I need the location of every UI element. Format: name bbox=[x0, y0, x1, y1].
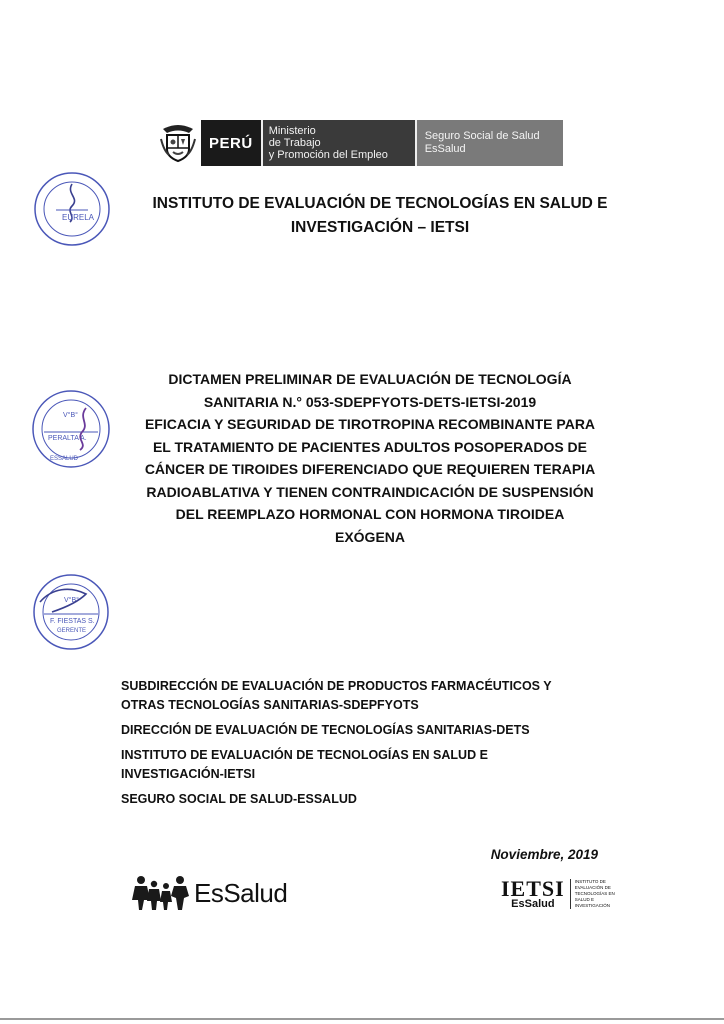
agency-line: EsSalud bbox=[424, 143, 466, 155]
department-line: OTRAS TECNOLOGÍAS SANITARIAS-SDEPFYOTS bbox=[121, 698, 419, 712]
stamp-3-line: F. FIESTAS S. bbox=[50, 618, 95, 625]
document-date: Noviembre, 2019 bbox=[490, 847, 598, 862]
peru-coat-of-arms-icon bbox=[155, 120, 201, 166]
agency-line: Seguro Social de Salud bbox=[424, 130, 540, 142]
dictamen-line: DEL REEMPLAZO HORMONAL CON HORMONA TIROIDEA bbox=[175, 506, 565, 522]
dictamen-title bbox=[105, 368, 635, 548]
department-item bbox=[121, 790, 641, 809]
ministry-label bbox=[261, 120, 415, 166]
department-line: DIRECCIÓN DE EVALUACIÓN DE TECNOLOGÍAS SANITARIAS-DETS bbox=[121, 723, 530, 737]
stamp-3-line: GERENTE bbox=[57, 628, 87, 634]
ministry-line: Ministerio bbox=[268, 125, 316, 137]
institute-title-line: INVESTIGACIÓN – IETSI bbox=[290, 219, 470, 236]
ministry-line: de Trabajo bbox=[268, 137, 321, 149]
ietsi-desc-line: EVALUACIÓN DE bbox=[574, 885, 611, 890]
ietsi-desc-line: INSTITUTO DE bbox=[574, 879, 606, 884]
dictamen-line: EL TRATAMIENTO DE PACIENTES ADULTOS POSOPERADOS DE bbox=[152, 438, 588, 455]
department-list bbox=[121, 677, 641, 815]
approval-stamp-2 bbox=[30, 388, 112, 475]
stamp-2-line: ESSALUD bbox=[50, 456, 79, 462]
ietsi-desc-line: SALUD E bbox=[574, 897, 594, 902]
department-item bbox=[121, 721, 641, 740]
stamp-2-line: PERALTA A. bbox=[48, 435, 87, 442]
family-figures-icon bbox=[132, 874, 190, 912]
department-line: SEGURO SOCIAL DE SALUD-ESSALUD bbox=[121, 792, 357, 806]
stamp-3-line: V°B° bbox=[64, 597, 79, 604]
dictamen-line: RADIOABLATIVA Y TIENEN CONTRAINDICACIÓN DE SUSPENSIÓN bbox=[146, 483, 594, 500]
dictamen-line: CÁNCER DE TIROIDES DIFERENCIADO QUE REQUIEREN TERAPIA bbox=[144, 461, 596, 477]
ietsi-desc-line: TECNOLOGÍAS EN bbox=[574, 891, 615, 896]
country-label: PERÚ bbox=[201, 120, 261, 166]
dictamen-line: EXÓGENA bbox=[334, 528, 405, 545]
department-item bbox=[121, 677, 641, 715]
stamp-1-name: EURELA bbox=[62, 213, 95, 222]
agency-label bbox=[415, 120, 563, 166]
institute-title bbox=[100, 192, 660, 240]
ietsi-wordmark: IETSI bbox=[501, 876, 565, 901]
ietsi-desc-line: INVESTIGACIÓN bbox=[574, 903, 610, 908]
dictamen-line: EFICACIA Y SEGURIDAD DE TIROTROPINA RECOMBINANTE PARA bbox=[144, 416, 596, 432]
ietsi-logo bbox=[501, 878, 619, 910]
dictamen-line: SANITARIA N.° 053-SDEPFYOTS-DETS-IETSI-2019 bbox=[203, 393, 537, 410]
approval-stamp-3 bbox=[30, 572, 112, 657]
essalud-logo bbox=[132, 874, 287, 912]
ietsi-mark bbox=[501, 878, 565, 910]
ietsi-subtitle: EsSalud bbox=[511, 898, 555, 910]
department-item bbox=[121, 746, 641, 784]
scan-edge-line bbox=[0, 1018, 724, 1020]
ministry-line: y Promoción del Empleo bbox=[268, 149, 388, 161]
department-line: INVESTIGACIÓN-IETSI bbox=[121, 767, 256, 781]
ietsi-description bbox=[570, 879, 619, 909]
government-header-bar bbox=[155, 120, 563, 166]
stamp-2-line: V°B° bbox=[63, 412, 78, 419]
essalud-wordmark: EsSalud bbox=[194, 877, 288, 908]
dictamen-line: DICTAMEN PRELIMINAR DE EVALUACIÓN DE TECNOLOGÍA bbox=[168, 371, 572, 387]
institute-title-line: INSTITUTO DE EVALUACIÓN DE TECNOLOGÍAS EN SALUD E bbox=[152, 195, 608, 212]
department-line: INSTITUTO DE EVALUACIÓN DE TECNOLOGÍAS EN SALUD E bbox=[121, 748, 488, 762]
department-line: SUBDIRECCIÓN DE EVALUACIÓN DE PRODUCTOS FARMACÉUTICOS Y bbox=[121, 679, 552, 693]
